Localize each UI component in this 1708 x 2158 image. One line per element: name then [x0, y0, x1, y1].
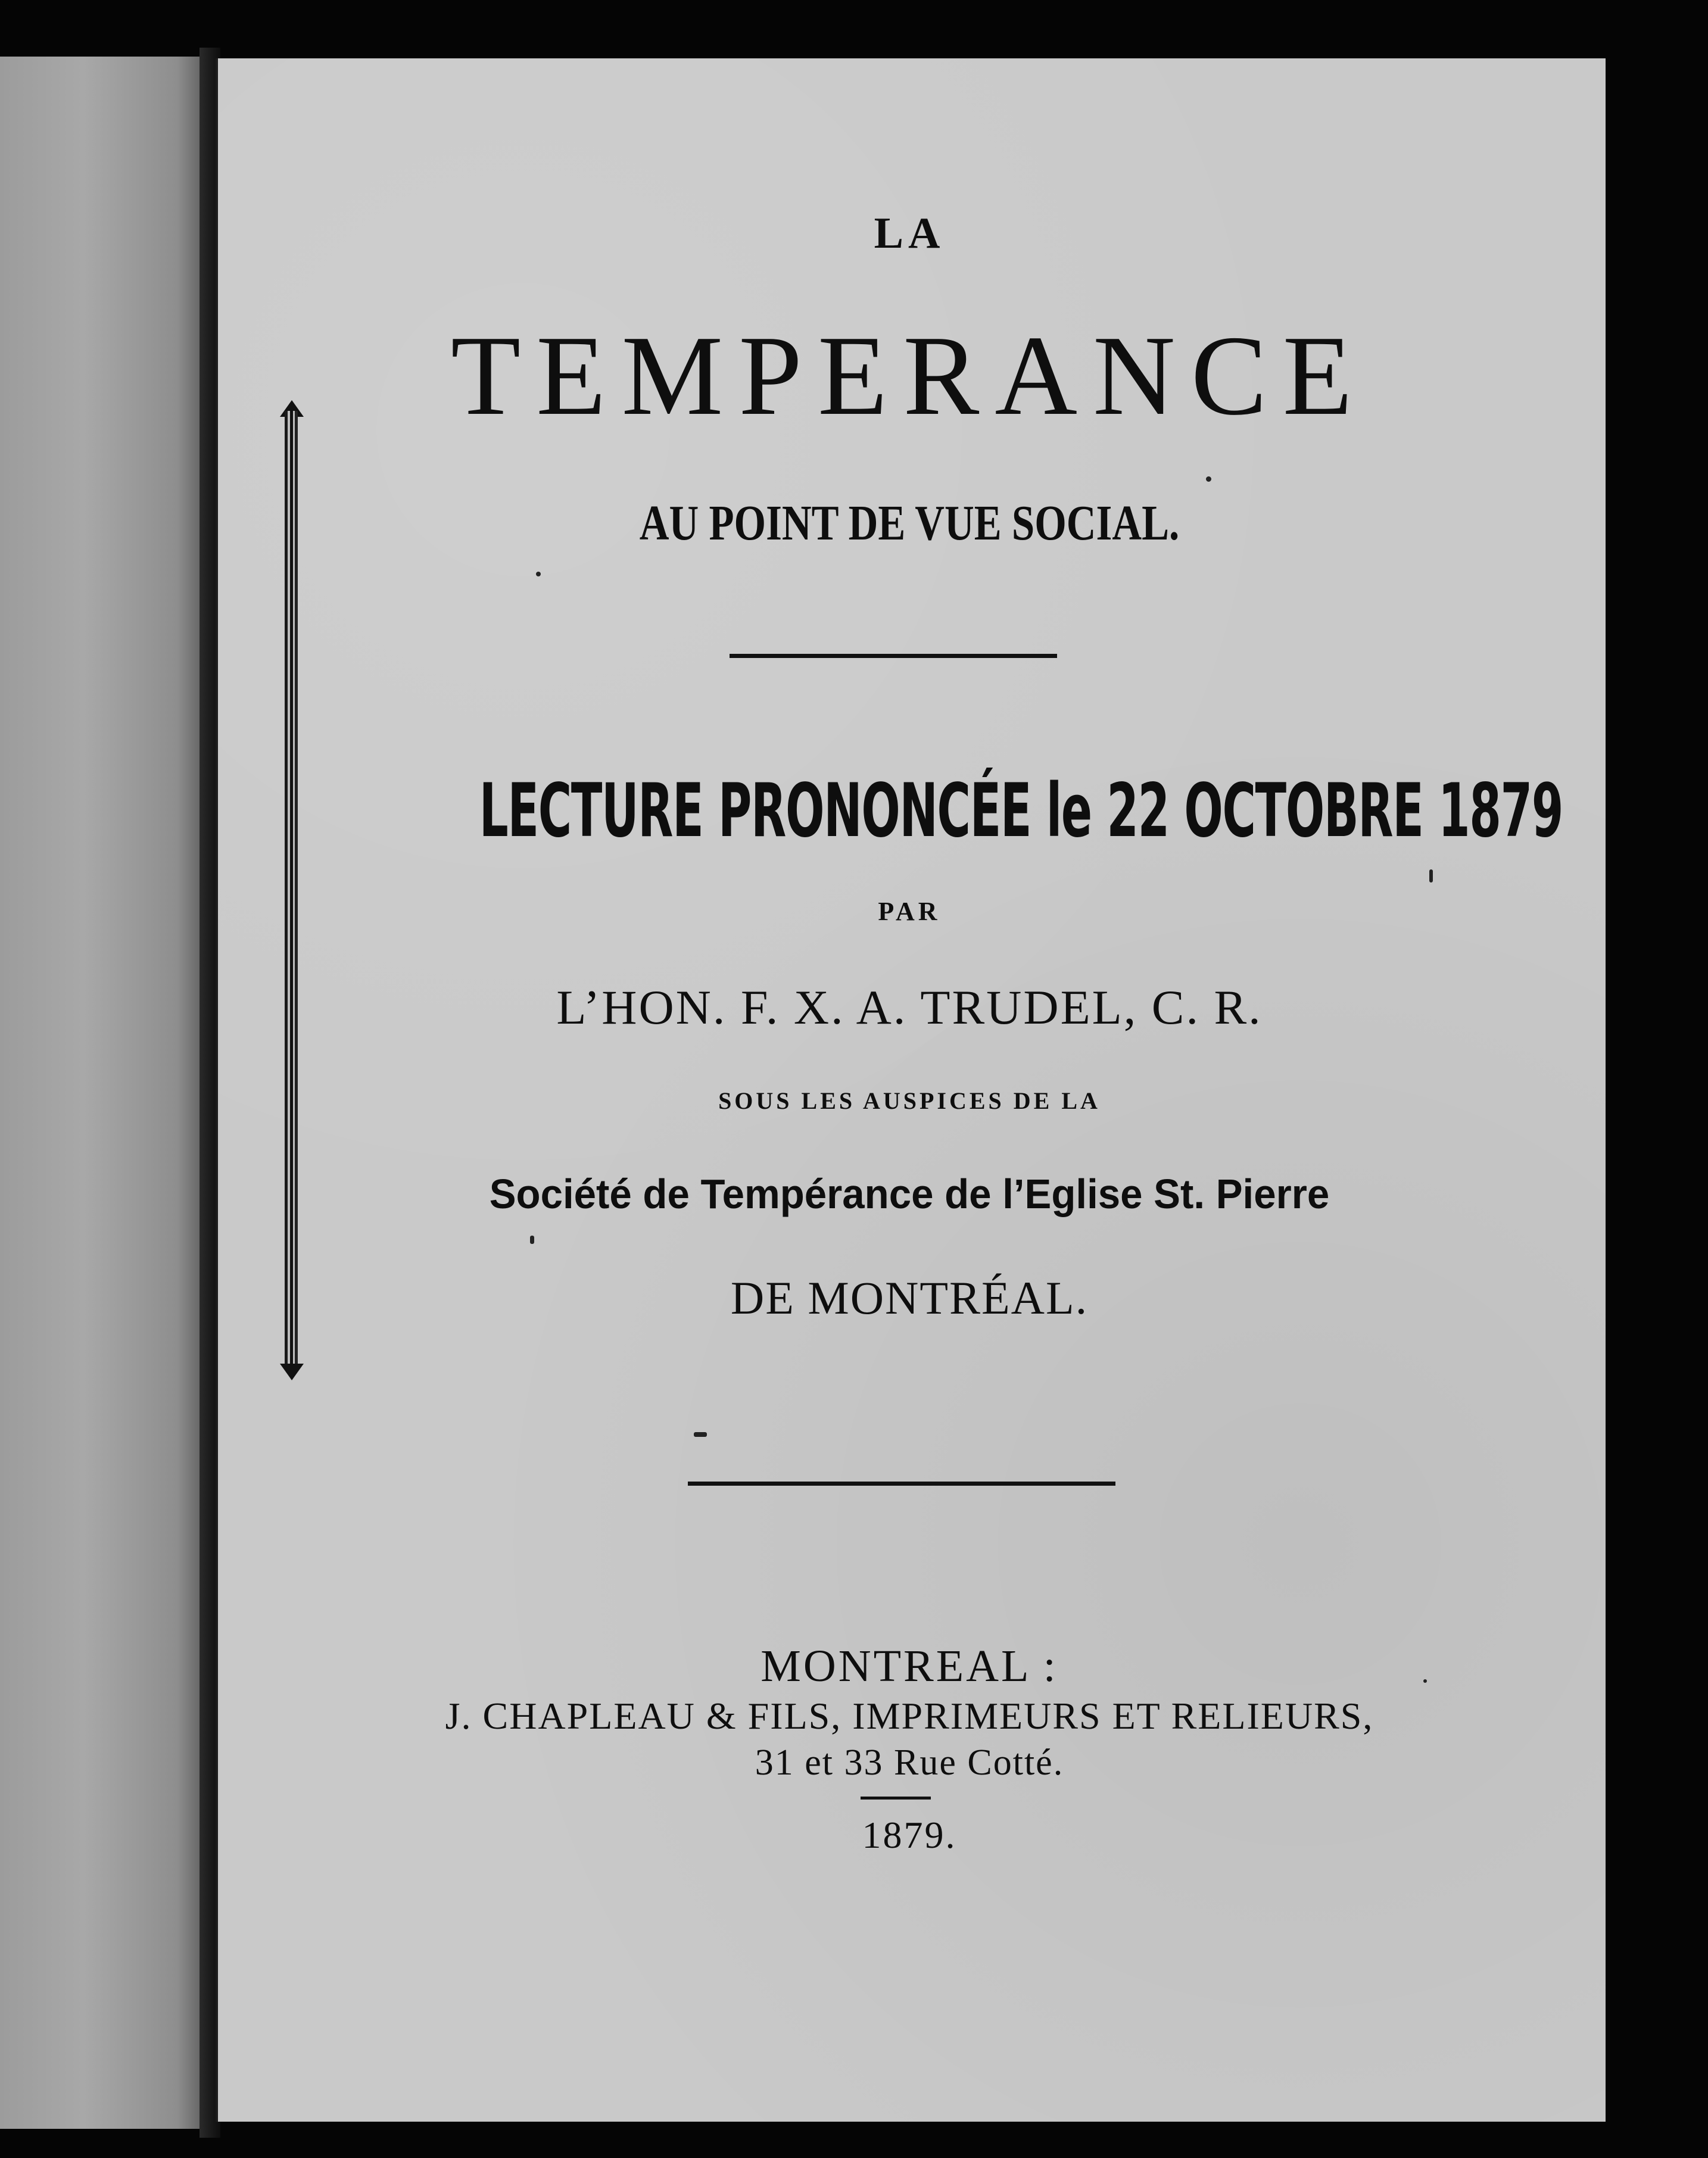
auspices-line: SOUS LES AUSPICES DE LA	[718, 1087, 1101, 1114]
author-name: L’HON. F. X. A. TRUDEL, C. R.	[556, 980, 1263, 1034]
society-city: DE MONTRÉAL.	[730, 1272, 1089, 1324]
title-main: TEMPERANCE	[450, 312, 1369, 439]
imprint-publisher: J. CHAPLEAU & FILS, IMPRIMEURS ET RELIEURS,	[445, 1695, 1374, 1737]
society-name: Société de Tempérance de l’Eglise St. Pierre	[489, 1171, 1330, 1217]
title-article: LA	[874, 209, 945, 258]
paper-speck	[1206, 476, 1211, 482]
facing-page	[0, 57, 208, 2129]
binding-stitch-bottom	[280, 1364, 304, 1380]
imprint-year: 1879.	[862, 1814, 957, 1856]
paper-speck	[694, 1432, 707, 1437]
year-rule	[861, 1797, 931, 1800]
paper-speck	[1423, 1679, 1427, 1683]
subtitle: AU POINT DE VUE SOCIAL.	[639, 495, 1180, 551]
paper-speck	[530, 1236, 534, 1244]
paper-speck	[1429, 869, 1433, 882]
binding-stitch	[285, 411, 298, 1364]
paper-speck	[536, 572, 541, 576]
divider-rule-top	[730, 654, 1057, 658]
lecture-line: LECTURE PRONONCÉE le 22 OCTOBRE 1879	[479, 768, 1563, 854]
divider-rule-bottom	[688, 1482, 1115, 1486]
imprint-city: MONTREAL :	[761, 1641, 1058, 1691]
imprint-address: 31 et 33 Rue Cotté.	[755, 1742, 1064, 1783]
par-label: PAR	[878, 897, 941, 926]
